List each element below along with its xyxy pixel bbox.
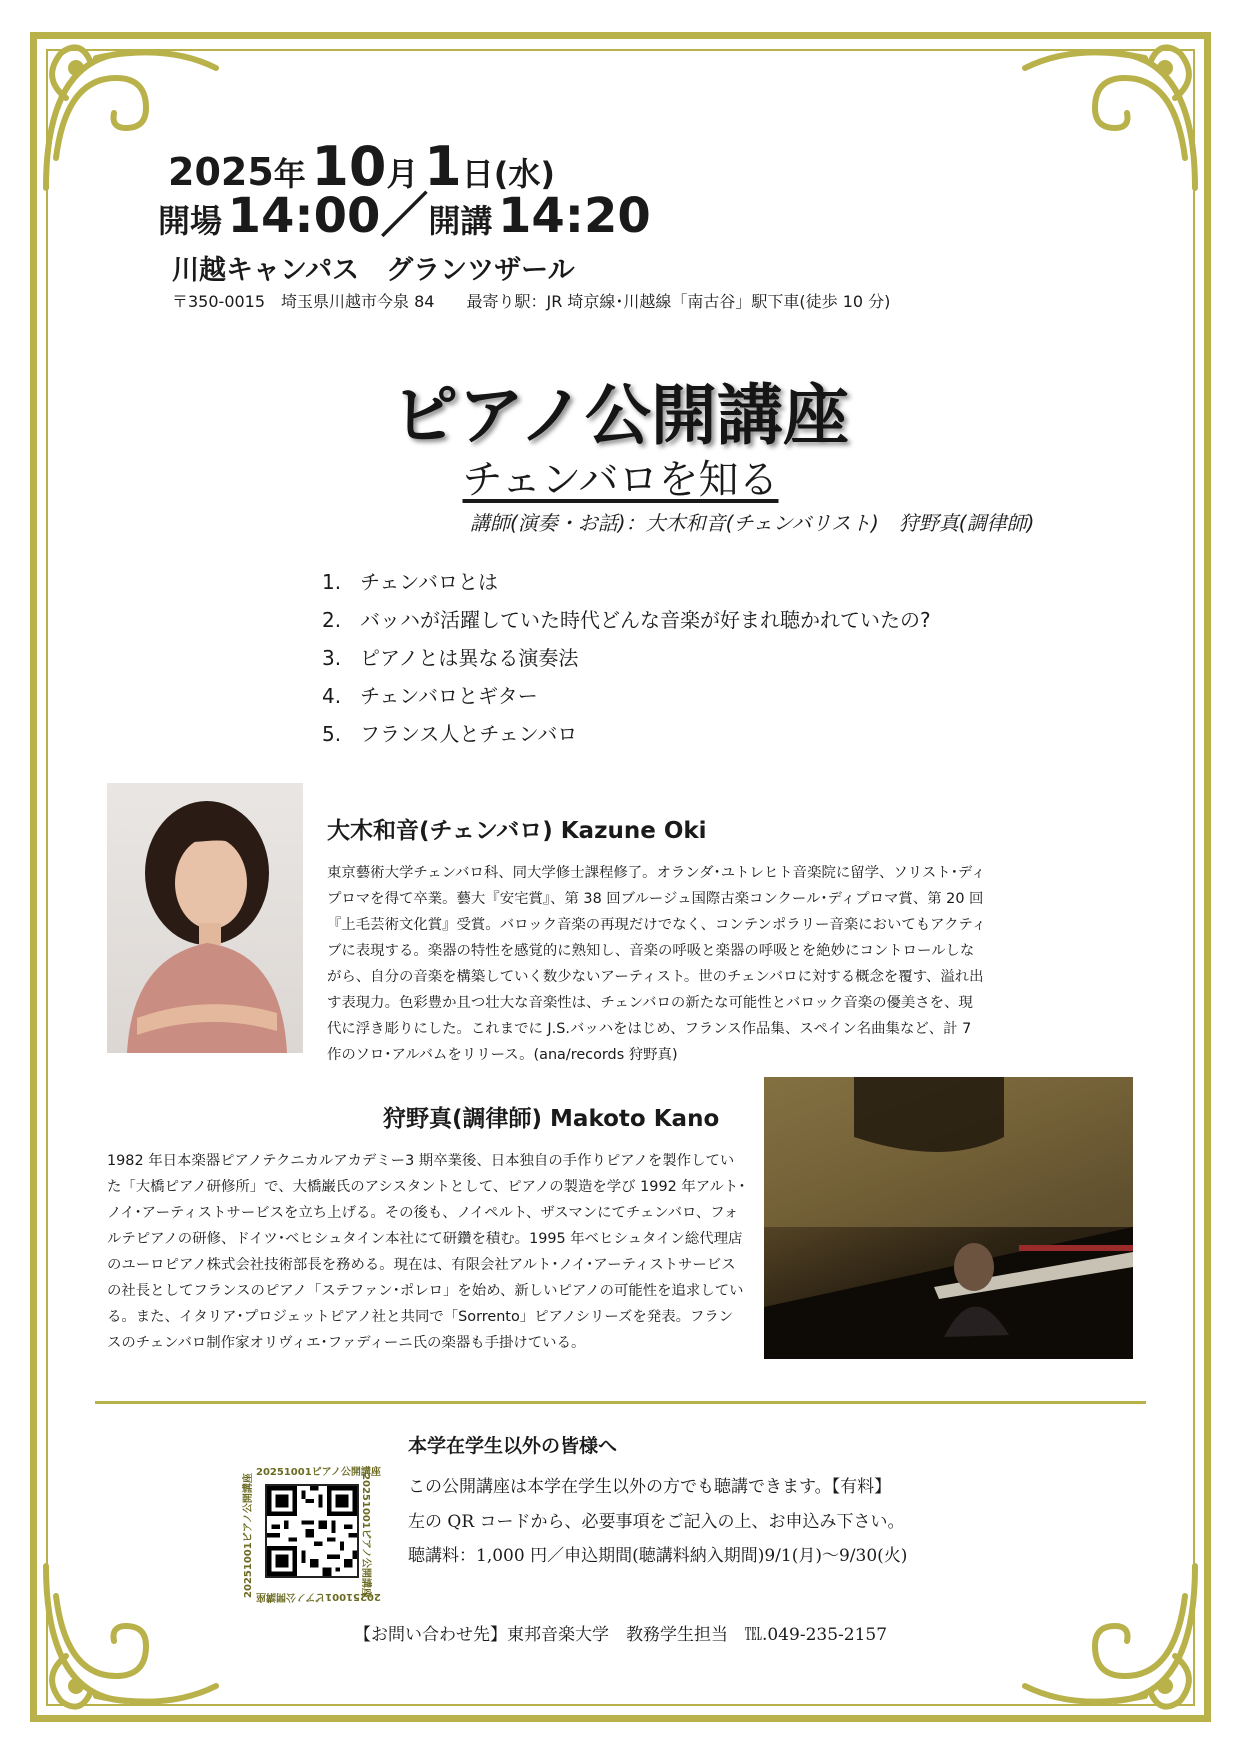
event-day: 1 [424, 135, 462, 198]
kano-name: 狩野真(調律師) Makoto Kano [383, 1106, 720, 1132]
qr-caption-bottom: 20251001ピアノ公開講座 [256, 1591, 381, 1602]
lecturers-line: 講師(演奏・お話)：大木和音(チェンバリスト) 狩野真(調律師) [470, 511, 1035, 535]
event-month: 10 [311, 135, 387, 198]
topic-number: 4. [322, 684, 342, 708]
topic-text: ピアノとは異なる演奏法 [360, 646, 579, 670]
qr-caption-left: 20251001ピアノ公開講座 [242, 1473, 254, 1598]
list-item [322, 604, 931, 642]
venue-address: 〒350-0015 埼玉県川越市今泉 84 最寄り駅：JR 埼京線･川越線「南古谷」駅下車(徒歩 10 分) [172, 292, 891, 311]
qr-caption-right: 20251001ピアノ公開講座 [359, 1473, 371, 1598]
section-divider [95, 1401, 1146, 1404]
list-item [322, 718, 931, 756]
notice-line-2: 左の QR コードから、必要事項をご記入の上、お申込み下さい。 [408, 1512, 905, 1532]
list-item [322, 680, 931, 718]
topic-text: チェンバロとは [360, 570, 498, 594]
event-date [168, 135, 555, 198]
qr-caption-top: 20251001ピアノ公開講座 [256, 1467, 381, 1478]
list-item [322, 642, 931, 680]
topic-text: フランス人とチェンバロ [360, 722, 578, 746]
contact-info: 【お問い合わせ先】東邦音楽大学 教務学生担当 ℡.049-235-2157 [353, 1625, 888, 1645]
oki-bio: 東京藝術大学チェンバロ科、同大学修士課程修了。オランダ･ユトレヒト音楽院に留学、ソリスト･ディプロマを得て卒業。藝大『安宅賞』、第 38 回ブルージュ国際古楽コンクール･ディプロマ賞、第 20 回『上毛芸術文化賞』受賞。バロック音楽の再現だけでなく、コンテンポラリー音楽においてもアクティブに表現する。楽器の特性を感覚的に熟知し、音楽の呼吸と楽器の呼吸とを絶妙にコントロールしながら、自分の音楽を構築していく数少ないアーティスト。世のチェンバロに対する概念を覆す、溢れ出す表現力。色彩豊か且つ壮大な音楽性は、チェンバロの新たな可能性とバロック音楽の優美さを、現代に浮き彫りにした。これまでに J.S.バッハをはじめ、フランス作品集、スペイン名曲集など、計 7 作のソロ･アルバムをリリース。(ana/records 狩野真) [327, 865, 987, 1063]
open-label: 開場 [158, 202, 223, 240]
page-title: ピアノ公開講座 [392, 377, 849, 454]
month-unit: 月 [386, 155, 419, 193]
list-item [322, 566, 931, 604]
day-unit: 日 [461, 155, 494, 193]
kano-bio: 1982 年日本楽器ピアノテクニカルアカデミー3 期卒業後、日本独自の手作りピアノを製作していた「大橋ピアノ研修所」で、大橋巌氏のアシスタントとして、ピアノの製造を学び 1992 年アルト･ノイ･アーティストサービスを立ち上げる。その後も、ノイペルト、ザスマンにてチェンバロ、フォルテピアノの研修、ドイツ･ベヒシュタイン本社にて研鑽を積む。1995 年ベヒシュタイン総代理店のユーロピアノ株式会社技術部長を務める。現在は、有限会社アルト･ノイ･アーティストサービスの社長としてフランスのピアノ「ステファン･ポレロ」を始め、新しいピアノの可能性を追求している。また、イタリア･プロジェットピアノ社と共同で「Sorrento」ピアノシリーズを発表。フランスのチェンバロ制作家オリヴィエ･ファディーニ氏の楽器も手掛けている。 [107, 1153, 746, 1351]
oki-name: 大木和音(チェンバロ) Kazune Oki [327, 818, 707, 844]
topic-number: 2. [322, 608, 342, 632]
notice-line-3: 聴講料：1,000 円／申込期間(聴講料納入期間)9/1(月)～9/30(火) [408, 1546, 908, 1566]
event-time [158, 188, 651, 244]
topic-list [322, 566, 931, 756]
topic-number: 1. [322, 570, 342, 594]
start-label: 開講 [428, 202, 493, 240]
time-separator: ／ [380, 188, 429, 244]
photo-kano-piano [764, 1077, 1133, 1359]
page-subtitle: チェンバロを知る [462, 457, 779, 503]
qr-code[interactable] [265, 1484, 359, 1578]
open-time: 14:00 [227, 188, 381, 244]
event-year: 2025 [168, 150, 274, 194]
start-time: 14:20 [498, 188, 651, 244]
topic-number: 5. [322, 722, 342, 746]
topic-text: バッハが活躍していた時代どんな音楽が好まれ聴かれていたの? [360, 608, 931, 632]
corner-ornament-top-right [1005, 38, 1205, 198]
portrait-photo-oki [107, 783, 303, 1053]
year-unit: 年 [273, 155, 306, 193]
event-weekday: (水) [493, 155, 555, 193]
venue-name: 川越キャンパス グランツザール [172, 255, 575, 286]
topic-text: チェンバロとギター [360, 684, 538, 708]
topic-number: 3. [322, 646, 342, 670]
notice-heading: 本学在学生以外の皆様へ [408, 1435, 618, 1457]
notice-line-1: この公開講座は本学在学生以外の方でも聴講できます。【有料】 [408, 1477, 892, 1497]
